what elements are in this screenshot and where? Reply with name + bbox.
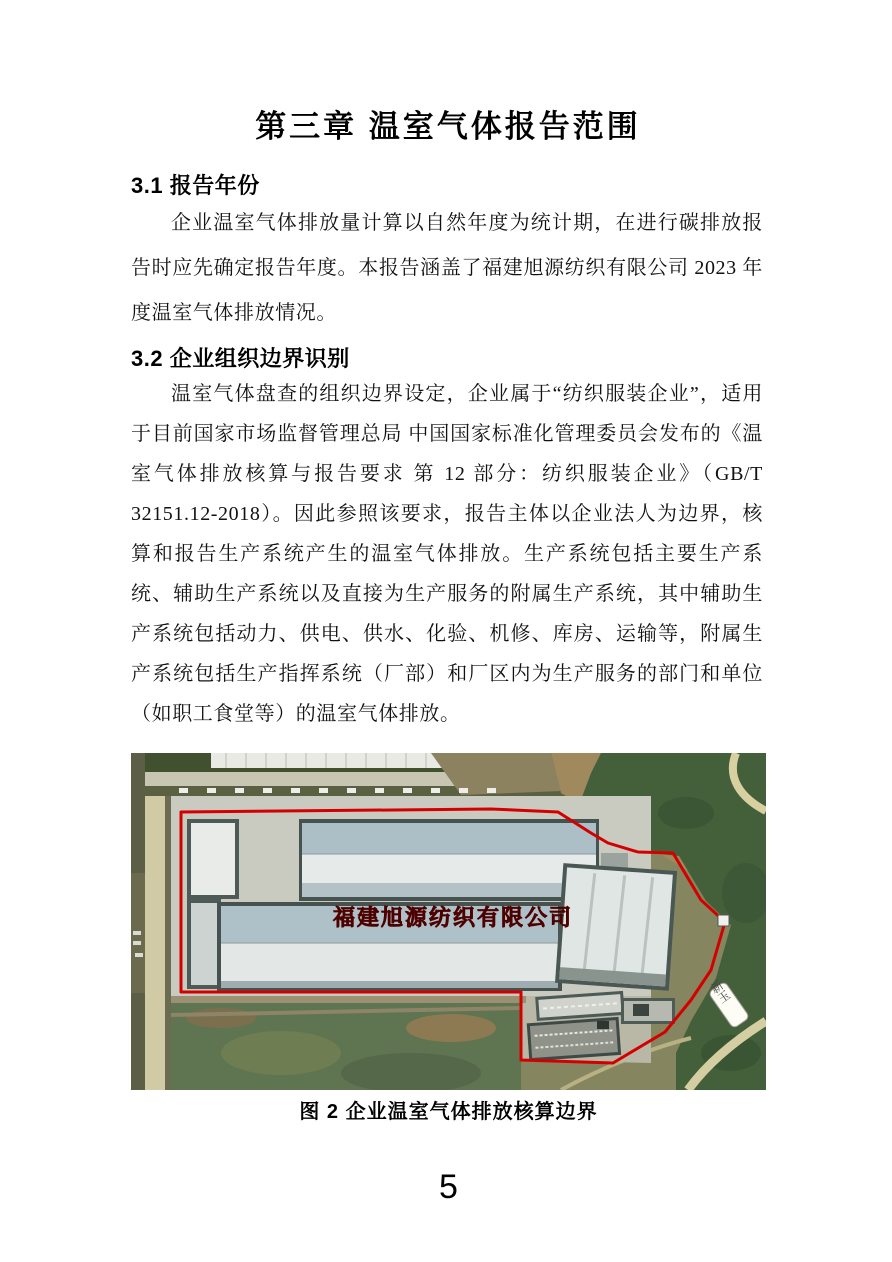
dirt-patch <box>186 1008 256 1028</box>
paragraph-3-1: 企业温室气体排放量计算以自然年度为统计期，在进行碳排放报告时应先确定报告年度。本报告涵盖了福建旭源纺织有限公司 2023 年度温室气体排放情况。 <box>131 212 763 324</box>
satellite-map-figure <box>131 753 766 1090</box>
swamp-texture <box>221 1031 341 1075</box>
dirt-patch <box>406 1014 496 1042</box>
forest-texture <box>658 797 714 829</box>
road-name-text: 新玉 <box>707 978 733 1006</box>
section-heading-3-1: 3.1 报告年份 <box>131 173 260 198</box>
section-heading-3-2: 3.2 企业组织边界识别 <box>131 346 350 371</box>
boundary-marker <box>718 915 729 926</box>
chapter-title: 第三章 温室气体报告范围 <box>255 109 641 144</box>
road-left <box>145 753 165 1090</box>
satellite-map <box>131 753 766 1090</box>
page-number: 5 <box>439 1168 458 1206</box>
building-warehouse-top <box>299 819 599 901</box>
building-right <box>555 863 677 991</box>
road-left-shoulder <box>165 753 171 1090</box>
paragraph-3-2: 温室气体盘查的组织边界设定，企业属于“纺织服装企业”，适用于目前国家市场监督管理总局 中国国家标准化管理委员会发布的《温室气体排放核算与报告要求 第 12 部分：纺织服装企业》（GB/T 32151.12-2018）。因此参照该要求，报告主体以企业法人为边界，核算和报告生产系统产生的温室气体排放。生产系统包括主要生产系统、辅助生产系统以及直接为生产服务的附属生产系统，其中辅助生产系统包括动力、供电、供水、化验、机修、库房、运输等，附属生产系统包括生产指挥系统（厂部）和厂区内为生产服务的部门和单位（如职工食堂等）的温室气体排放。 <box>131 383 763 725</box>
figure-caption: 图 2 企业温室气体排放核算边界 <box>299 1101 598 1123</box>
dirt-strip <box>171 996 526 1003</box>
company-name-label: 福建旭源纺织有限公司 <box>332 905 574 930</box>
